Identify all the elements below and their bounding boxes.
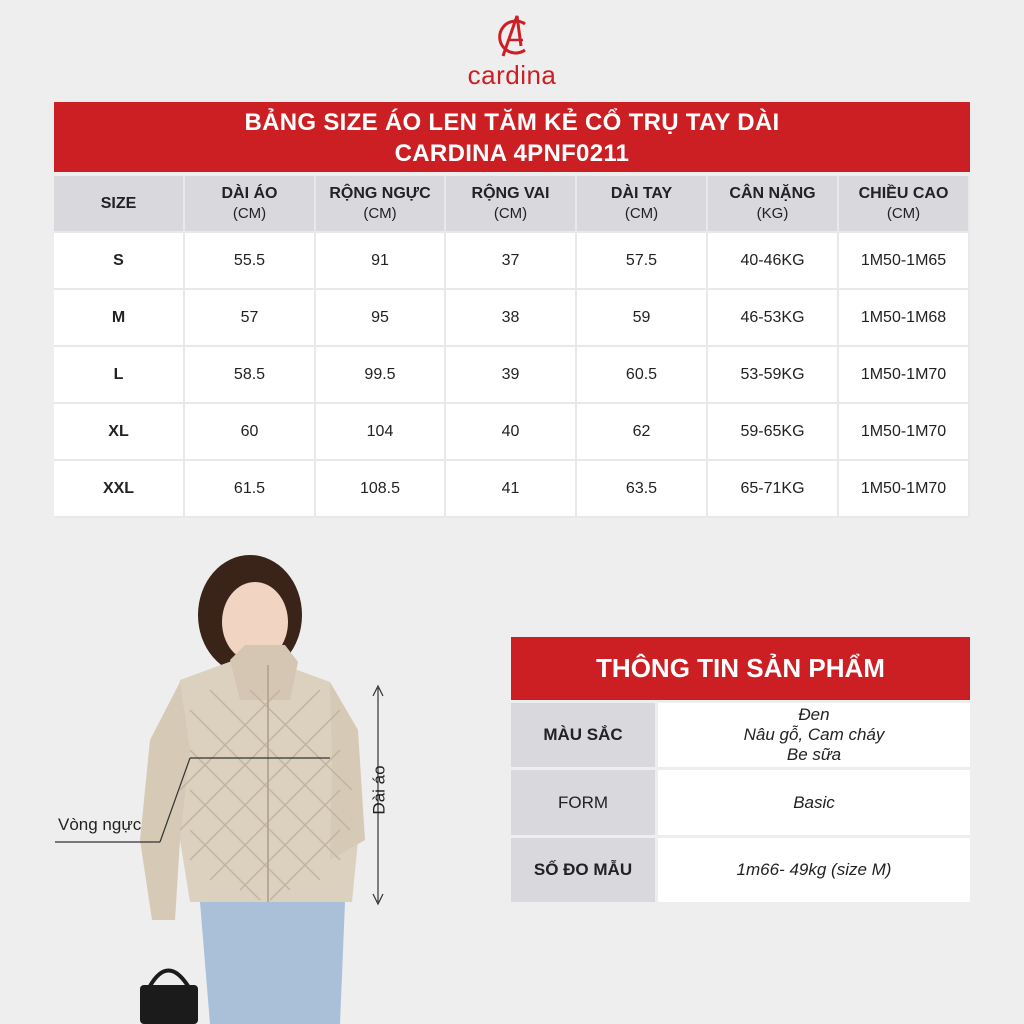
color-value: Đen <box>798 705 830 724</box>
table-cell: 60 <box>185 404 316 461</box>
table-cell: 1M50-1M65 <box>839 233 970 290</box>
form-value-text: Basic <box>793 792 835 812</box>
info-row-color <box>511 703 970 767</box>
table-cell: 41 <box>446 461 577 518</box>
header-sleeve: DÀI TAY (CM) <box>577 176 708 233</box>
table-cell: M <box>54 290 185 347</box>
brand-logo <box>0 12 1024 91</box>
table-cell: 95 <box>316 290 446 347</box>
table-cell: 39 <box>446 347 577 404</box>
chest-label: Vòng ngực <box>58 815 142 834</box>
table-cell: 53-59KG <box>708 347 839 404</box>
model-size-value <box>658 838 970 902</box>
table-cell: XXL <box>54 461 185 518</box>
handbag-strap <box>150 971 188 987</box>
header-weight: CÂN NẶNG (KG) <box>708 176 839 233</box>
table-cell: 38 <box>446 290 577 347</box>
table-cell: 40-46KG <box>708 233 839 290</box>
jacket-sleeve-right <box>330 682 365 860</box>
length-label: Dài áo <box>369 765 389 815</box>
table-cell: 91 <box>316 233 446 290</box>
table-cell: 104 <box>316 404 446 461</box>
brand-name: cardina <box>467 60 557 90</box>
size-chart-title <box>54 102 970 172</box>
table-cell: 40 <box>446 404 577 461</box>
color-value: Be sữa <box>786 745 842 764</box>
header-chest: RỘNG NGỰC (CM) <box>316 176 446 233</box>
table-cell: 62 <box>577 404 708 461</box>
table-cell: 1M50-1M70 <box>839 461 970 518</box>
title-line-2: CARDINA 4PNF0211 <box>394 140 630 167</box>
table-cell: 60.5 <box>577 347 708 404</box>
handbag <box>140 985 198 1024</box>
table-cell: 59-65KG <box>708 404 839 461</box>
table-cell: S <box>54 233 185 290</box>
table-cell: XL <box>54 404 185 461</box>
form-value <box>658 770 970 835</box>
jacket-sleeve-left <box>140 682 190 920</box>
table-cell: L <box>54 347 185 404</box>
table-cell: 108.5 <box>316 461 446 518</box>
form-label: FORM <box>511 770 655 835</box>
table-cell: 37 <box>446 233 577 290</box>
info-row-model <box>511 838 970 902</box>
model-size-value-text: 1m66- 49kg (size M) <box>736 860 892 879</box>
table-cell: 1M50-1M68 <box>839 290 970 347</box>
table-cell: 99.5 <box>316 347 446 404</box>
cardina-logo-icon <box>489 12 535 62</box>
title-line-1: BẢNG SIZE ÁO LEN TĂM KẺ CỔ TRỤ TAY DÀI <box>244 109 780 136</box>
table-cell: 1M50-1M70 <box>839 404 970 461</box>
model-photo <box>40 540 480 1024</box>
table-cell: 57.5 <box>577 233 708 290</box>
table-cell: 57 <box>185 290 316 347</box>
table-cell: 61.5 <box>185 461 316 518</box>
model-size-label: SỐ ĐO MẪU <box>511 838 655 902</box>
info-row-form <box>511 770 970 835</box>
table-cell: 65-71KG <box>708 461 839 518</box>
table-cell: 63.5 <box>577 461 708 518</box>
header-height: CHIỀU CAO (CM) <box>839 176 970 233</box>
header-length: DÀI ÁO (CM) <box>185 176 316 233</box>
color-values <box>658 703 970 767</box>
color-label: MÀU SẮC <box>511 703 655 767</box>
table-cell: 55.5 <box>185 233 316 290</box>
color-value: Nâu gỗ, Cam cháy <box>743 725 885 744</box>
product-info-title: THÔNG TIN SẢN PHẨM <box>511 637 970 700</box>
header-shoulder: RỘNG VAI (CM) <box>446 176 577 233</box>
jacket-collar <box>230 645 298 700</box>
table-cell: 46-53KG <box>708 290 839 347</box>
header-size: SIZE <box>54 176 185 233</box>
table-cell: 59 <box>577 290 708 347</box>
jeans-shape <box>200 902 345 1024</box>
size-table <box>54 176 970 518</box>
table-cell: 58.5 <box>185 347 316 404</box>
table-cell: 1M50-1M70 <box>839 347 970 404</box>
